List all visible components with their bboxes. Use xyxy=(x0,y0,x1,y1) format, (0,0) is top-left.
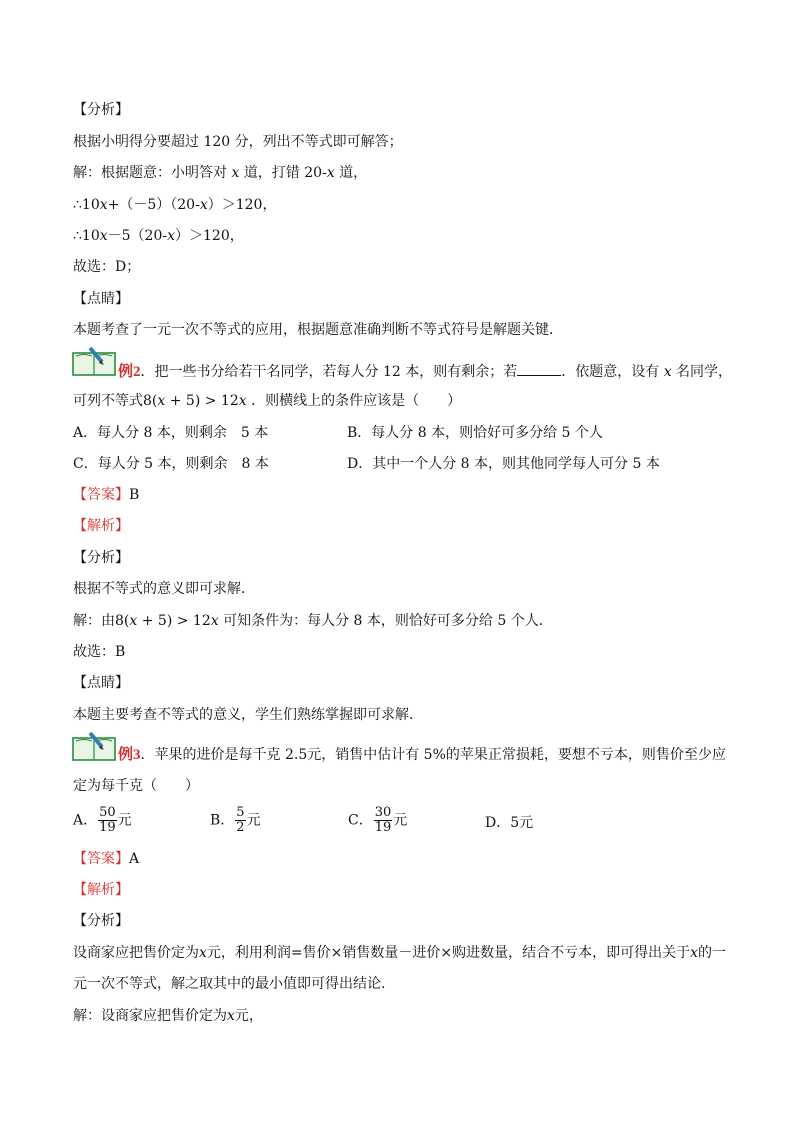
fraction: $\frac{50}{19}$ xyxy=(99,805,116,835)
option-b: B． $\frac{5}{2}$ 元 xyxy=(210,805,261,835)
option-c: C．每人分 5 本，则剩余 8 本 xyxy=(73,456,269,472)
equation-line-2: ∴10x－5（20-x）＞120， xyxy=(73,228,244,244)
analysis-heading: 【分析】 xyxy=(73,913,129,929)
equation-line-1: ∴10x+（－5）（20-x）＞120， xyxy=(73,197,277,213)
option-a: A． $\frac{50}{19}$ 元 xyxy=(73,805,132,835)
analysis-text-line2: 元一次不等式，解之取其中的最小值即可得出结论． xyxy=(73,976,395,992)
solution-line: 解：设商家应把售价定为x元， xyxy=(73,1008,263,1024)
answer-line xyxy=(73,850,139,868)
comment-text: 本题考查了一元一次不等式的应用，根据题意准确判断不等式符号是解题关键． xyxy=(73,322,563,338)
comment-heading: 【点睛】 xyxy=(73,675,129,691)
option-b: B．每人分 8 本，则恰好可多分给 5 个人 xyxy=(347,425,603,441)
option-a: A．每人分 8 本，则剩余 5 本 xyxy=(73,425,269,441)
answer-heading: 【答案】 xyxy=(73,487,129,503)
answer-line xyxy=(73,486,139,504)
explain-heading: 【解析】 xyxy=(73,518,129,534)
example2-question-line1: 例2．把一些书分给若干名同学，若每人分 12 本，则有剩余；若 ．依题意，设有 x 名同学， xyxy=(118,361,732,381)
choose-line: 故选：D； xyxy=(73,259,141,275)
example2-question-line2: 可列不等式8(x + 5) > 12x ．则横线上的条件应该是（ ） xyxy=(73,393,462,409)
answer-heading: 【答案】 xyxy=(73,851,129,867)
explain-heading: 【解析】 xyxy=(73,882,129,898)
example3-question-line2: 定为每千克（ ） xyxy=(73,778,199,794)
answer-value: B xyxy=(129,487,140,503)
analysis-text-line1: 设商家应把售价定为x元，利用利润=售价×销售数量－进价×购进数量，结合不亏本，即可得出关于x的一 xyxy=(73,945,727,961)
option-d: D．其中一个人分 8 本，则其他同学每人可分 5 本 xyxy=(347,456,660,472)
comment-heading: 【点睛】 xyxy=(73,291,129,307)
analysis-heading: 【分析】 xyxy=(73,550,129,566)
analysis-text: 根据不等式的意义即可求解． xyxy=(73,581,255,597)
analysis-text: 根据小明得分要超过 120 分，列出不等式即可解答； xyxy=(73,134,403,150)
answer-value: A xyxy=(129,851,140,867)
example3-label: 例3 xyxy=(118,747,141,763)
book-pencil-icon xyxy=(72,346,118,376)
option-c: C． $\frac{30}{19}$ 元 xyxy=(348,805,408,835)
example2-label: 例2 xyxy=(118,364,141,380)
solution-line: 解：由8(x + 5) > 12x 可知条件为：每人分 8 本，则恰好可多分给 5 个人． xyxy=(73,613,553,629)
option-d: D．5元 xyxy=(485,815,534,831)
answer-blank xyxy=(517,361,561,376)
solution-line: 解：根据题意：小明答对 x 道，打错 20-x 道， xyxy=(73,165,368,181)
book-pencil-icon xyxy=(72,731,118,761)
analysis-heading: 【分析】 xyxy=(73,102,129,118)
example3-question-line1: 例3．苹果的进价是每千克 2.5元，销售中估计有 5%的苹果正常损耗，要想不亏本，则售价至少应 xyxy=(118,747,726,763)
comment-text: 本题主要考查不等式的意义，学生们熟练掌握即可求解． xyxy=(73,707,423,723)
fraction: $\frac{5}{2}$ xyxy=(236,805,245,835)
choose-line: 故选：B xyxy=(73,644,126,660)
fraction: $\frac{30}{19}$ xyxy=(374,805,392,835)
